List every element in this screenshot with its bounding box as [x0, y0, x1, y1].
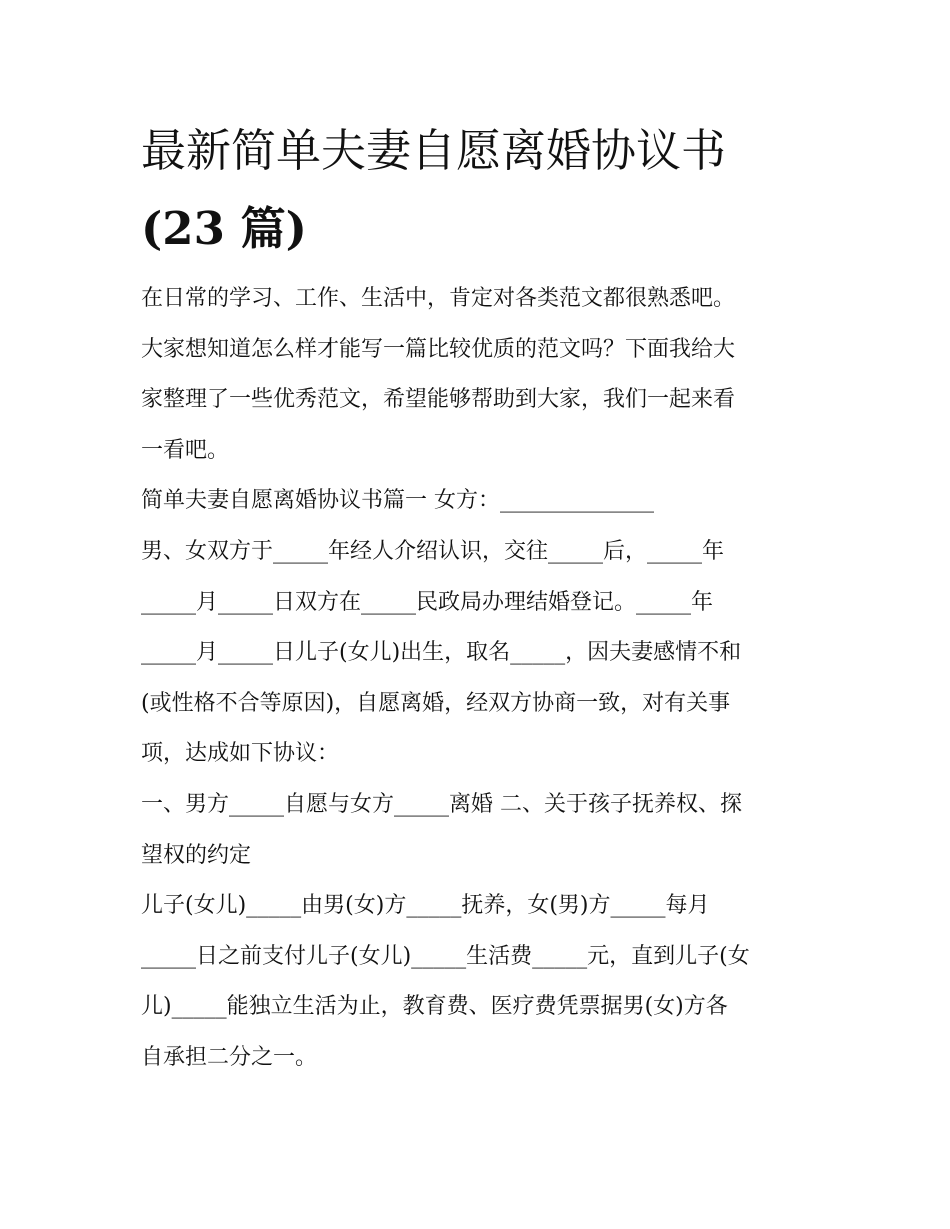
body-line-4: 一看吧。 [141, 437, 230, 463]
body-line-13: 儿子(女儿)_____由男(女)方_____抚养，女(男)方_____每月 [141, 893, 710, 919]
body-line-10: 项，达成如下协议： [141, 741, 340, 767]
body-line-5: 简单夫妻自愿离婚协议书篇一 女方：______________ [141, 488, 654, 514]
body-line-12: 望权的约定 [141, 842, 252, 868]
title-line-1: 最新简单夫妻自愿离婚协议书 [141, 124, 727, 177]
body-line-15: 儿)_____能独立生活为止，教育费、医疗费凭票据男(女)方各 [141, 994, 728, 1020]
document-body [141, 274, 821, 1084]
body-line-3: 家整理了一些优秀范文，希望能够帮助到大家，我们一起来看 [141, 387, 736, 413]
body-line-14: _____日之前支付儿子(女儿)_____生活费_____元，直到儿子(女 [141, 943, 750, 969]
body-line-7: _____月_____日双方在_____民政局办理结婚登记。_____年 [141, 589, 714, 615]
body-line-11: 一、男方_____自愿与女方_____离婚 二、关于孩子抚养权、探 [141, 791, 742, 817]
body-line-1: 在日常的学习、工作、生活中，肯定对各类范文都很熟悉吧。 [141, 286, 736, 311]
body-line-9: (或性格不合等原因)，自愿离婚，经双方协商一致，对有关事 [141, 690, 731, 716]
document-title [141, 112, 821, 268]
title-line-2: (23 篇) [141, 202, 307, 255]
body-line-6: 男、女双方于_____年经人介绍认识，交往_____后，_____年 [141, 538, 725, 564]
body-line-16: 自承担二分之一。 [141, 1044, 318, 1070]
body-line-2: 大家想知道怎么样才能写一篇比较优质的范文吗？下面我给大 [141, 336, 736, 362]
body-line-8: _____月_____日儿子(女儿)出生，取名_____，因夫妻感情不和 [141, 640, 742, 666]
